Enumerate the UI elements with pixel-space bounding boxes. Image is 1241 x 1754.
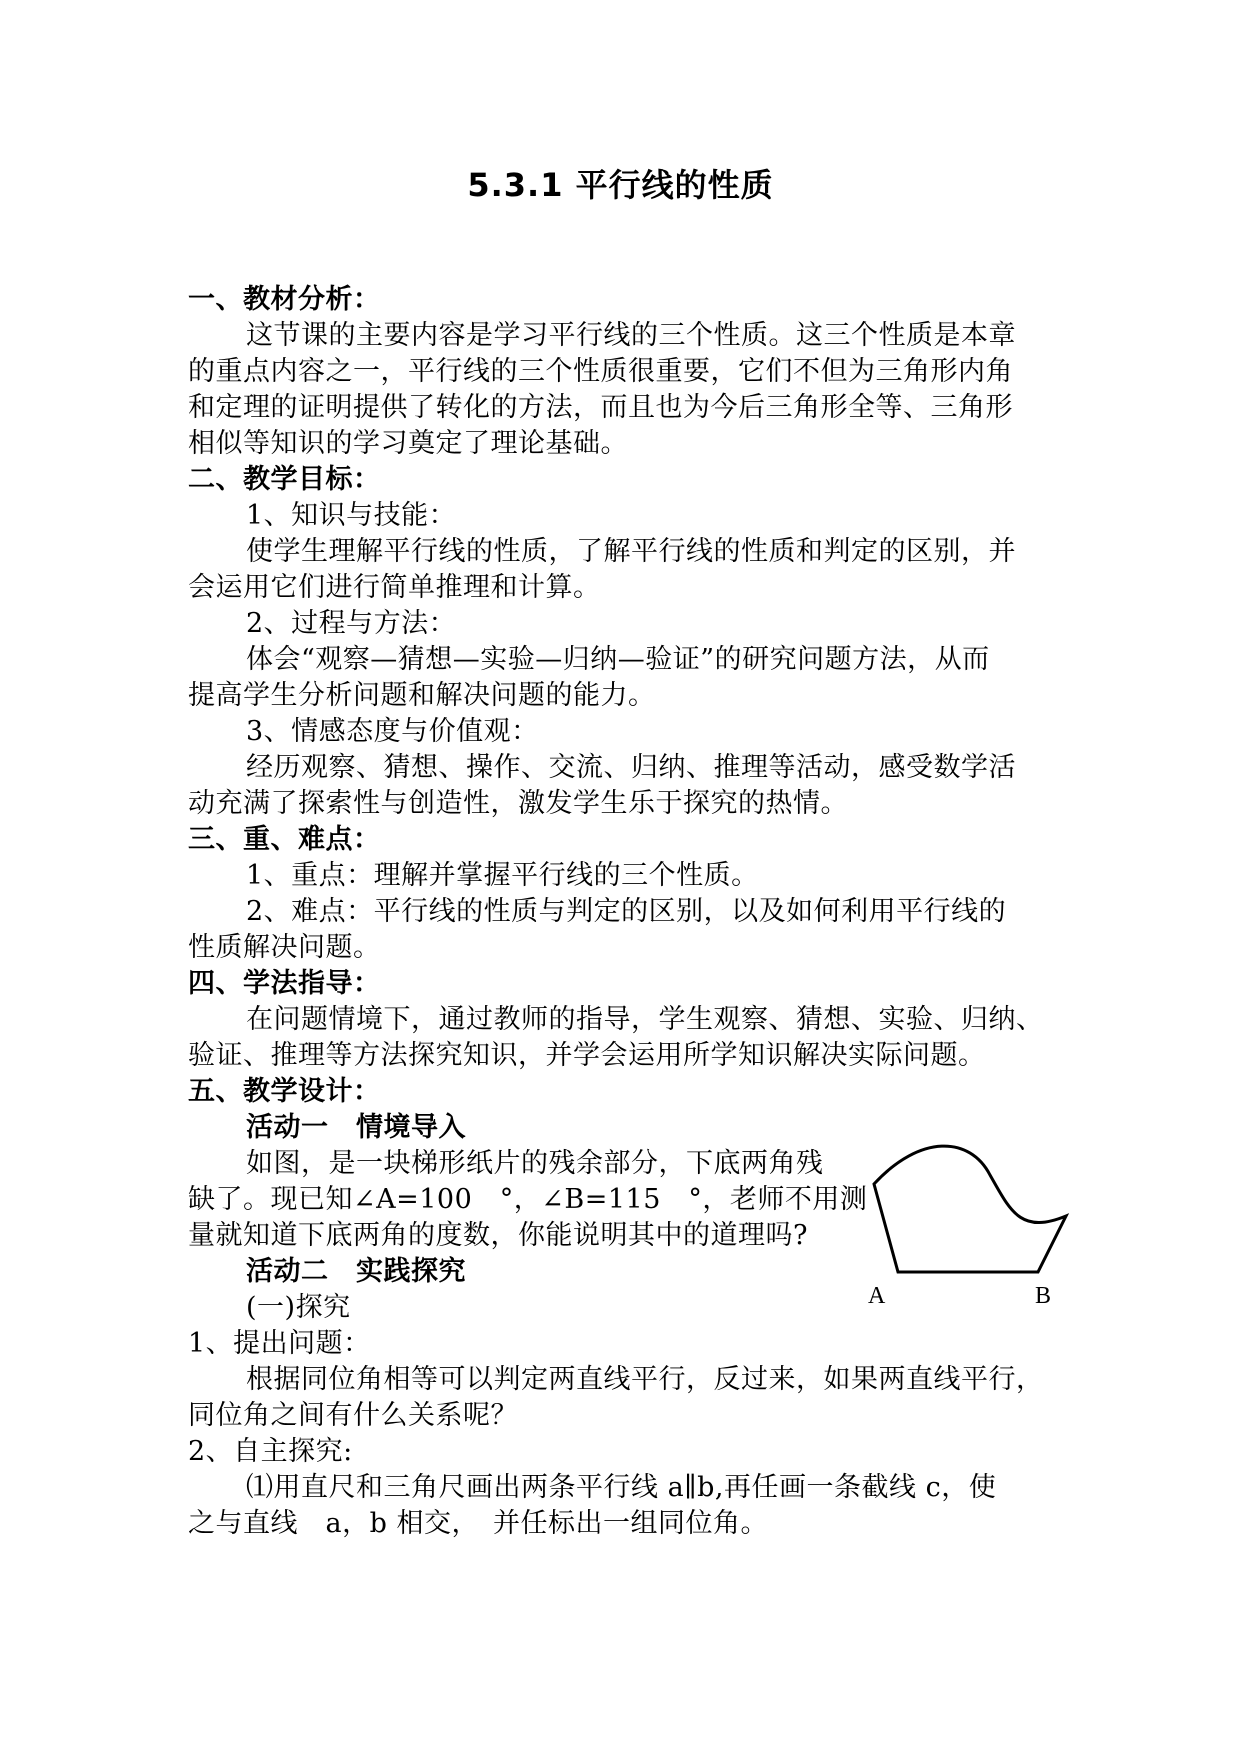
paragraph-line: 提高学生分析问题和解决问题的能力。 — [188, 680, 656, 711]
section-heading-1: 一、教材分析： — [188, 284, 381, 315]
paragraph-line: 2、难点：平行线的性质与判定的区别，以及如何利用平行线的 — [246, 896, 1007, 927]
trapezoid-outline — [874, 1146, 1066, 1272]
paragraph-line: 相似等知识的学习奠定了理论基础。 — [188, 428, 628, 459]
label-b: B — [1035, 1283, 1052, 1309]
paragraph-line: 会运用它们进行简单推理和计算。 — [188, 572, 601, 603]
paragraph-line: 之与直线 a，b 相交， 并任标出一组同位角。 — [188, 1508, 768, 1539]
paragraph-line: 同位角之间有什么关系呢？ — [188, 1400, 518, 1431]
section-heading-5: 五、教学设计： — [188, 1076, 381, 1107]
paragraph-line: 和定理的证明提供了转化的方法，而且也为今后三角形全等、三角形 — [188, 392, 1013, 423]
label-a: A — [868, 1283, 886, 1309]
paragraph-line: 1、重点：理解并掌握平行线的三个性质。 — [246, 860, 759, 891]
paragraph-line: 在问题情境下，通过教师的指导，学生观察、猜想、实验、归纳、 — [246, 1004, 1044, 1035]
section-heading-4: 四、学法指导： — [188, 968, 381, 999]
paragraph-line: ⑴用直尺和三角尺画出两条平行线 a∥b,再任画一条截线 c，使 — [246, 1472, 997, 1503]
paragraph-line: 验证、推理等方法探究知识，并学会运用所学知识解决实际问题。 — [188, 1040, 986, 1071]
paragraph-line: 性质解决问题。 — [188, 932, 381, 963]
paragraph-line: 缺了。现已知∠A=100 °，∠B=115 °，老师不用测 — [188, 1184, 868, 1215]
activity-heading-2: 活动二 实践探究 — [246, 1256, 466, 1287]
paragraph-line: 的重点内容之一，平行线的三个性质很重要，它们不但为三角形内角 — [188, 356, 1013, 387]
subheading: 1、知识与技能： — [246, 500, 457, 531]
paragraph-line: 这节课的主要内容是学习平行线的三个性质。这三个性质是本章 — [246, 320, 1016, 351]
subheading: 3、情感态度与价值观： — [246, 716, 539, 747]
subheading: (一)探究 — [246, 1292, 351, 1323]
subheading: 2、自主探究: — [188, 1436, 353, 1467]
trapezoid-figure — [860, 1140, 1080, 1320]
paragraph-line: 使学生理解平行线的性质，了解平行线的性质和判定的区别，并 — [246, 536, 1016, 567]
activity-heading-1: 活动一 情境导入 — [246, 1112, 466, 1143]
paragraph-line: 动充满了探索性与创造性，激发学生乐于探究的热情。 — [188, 788, 848, 819]
subheading: 2、过程与方法： — [246, 608, 457, 639]
paragraph-line: 根据同位角相等可以判定两直线平行，反过来，如果两直线平行， — [246, 1364, 1044, 1395]
section-heading-3: 三、重、难点： — [188, 824, 381, 855]
paragraph-line: 经历观察、猜想、操作、交流、归纳、推理等活动，感受数学活 — [246, 752, 1016, 783]
paragraph-line: 如图，是一块梯形纸片的残余部分，下底两角残 — [246, 1148, 824, 1179]
paragraph-line: 体会“观察—猜想—实验—归纳—验证”的研究问题方法，从而 — [246, 644, 990, 675]
subheading: 1、提出问题： — [188, 1328, 371, 1359]
page-title: 5.3.1 平行线的性质 — [467, 166, 774, 204]
paragraph-line: 量就知道下底两角的度数，你能说明其中的道理吗? — [188, 1220, 808, 1251]
section-heading-2: 二、教学目标： — [188, 464, 381, 495]
